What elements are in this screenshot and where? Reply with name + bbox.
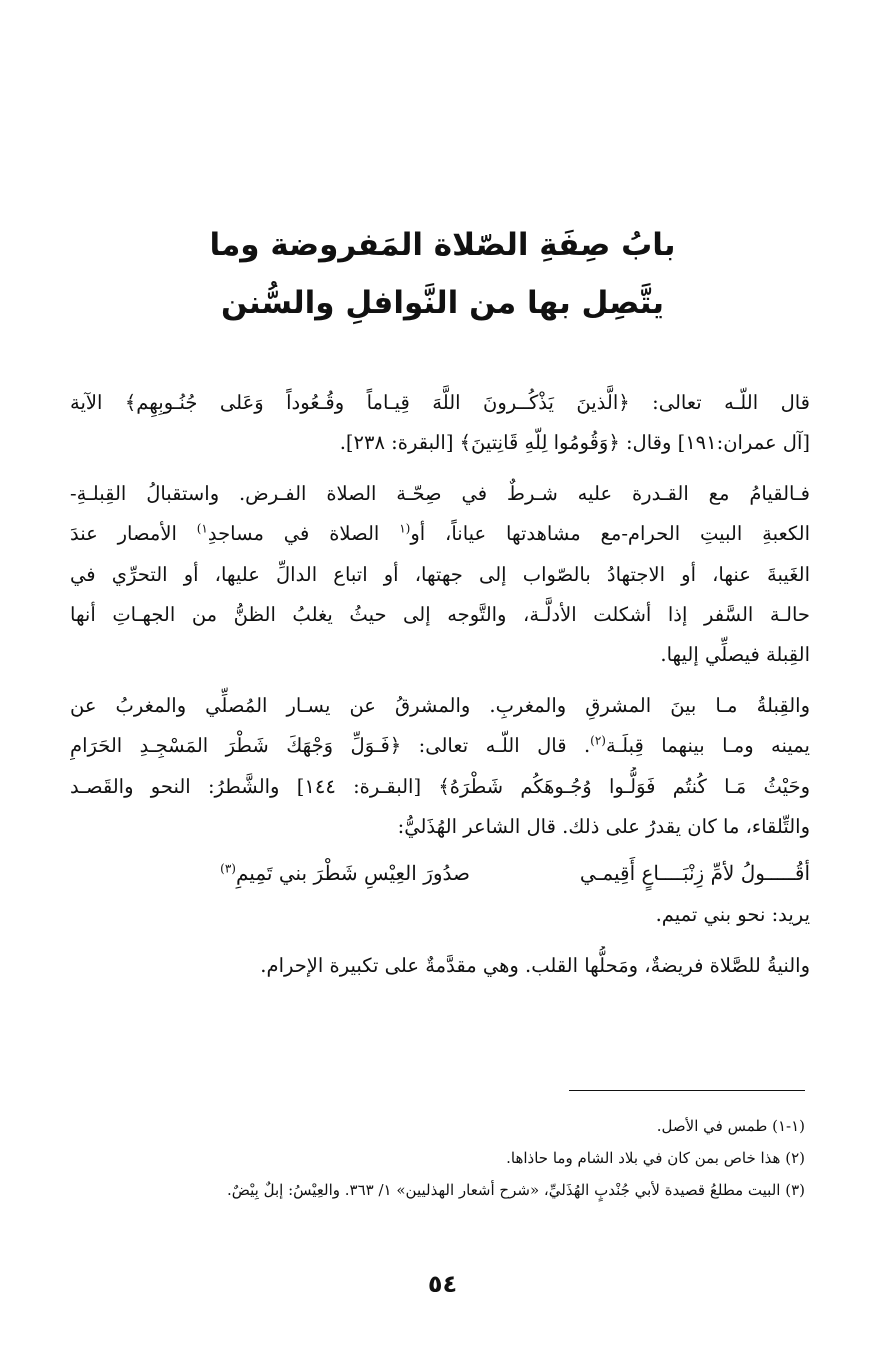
footnote-2: (٢) هذا خاص بمن كان في بلاد الشام وما حاذاها. <box>506 1149 805 1167</box>
page-number: ٥٤ <box>427 1270 458 1298</box>
text-line <box>70 726 810 766</box>
text-line: القِبلة فيصلِّي إليها. <box>660 643 810 667</box>
text-segment: يمينه ومـا بينهما قِبلَـة <box>605 734 810 758</box>
footnote-mark-2: (٢) <box>590 733 606 748</box>
chapter-title <box>150 216 735 332</box>
verse-hemistich-2 <box>220 853 470 893</box>
paragraph-4: يريد: نحو بني تميم. <box>655 903 810 927</box>
footnote-divider <box>569 1090 805 1091</box>
text-line: والقِبلةُ مـا بينَ المشرقِ والمغربِ. والمشرقُ عن يسـار المُصلِّي والمغربُ عن <box>70 693 810 717</box>
text-line: حالـة السَّفر إذا أشكلت الأدلَّـة، والتَّوجه إلى حيثُ يغلبُ الظنُّ من الجهـاتِ أنها <box>70 602 810 626</box>
text-segment: صدُورَ العِيْسِ شَطْرَ بني تَمِيمِ <box>235 861 470 886</box>
footnotes <box>70 1110 805 1206</box>
text-line: فـالقيامُ مع القـدرة عليه شـرطٌ في صِحّـة الصلاة الفـرض. واستقبالُ القِبلـةِ- <box>70 481 810 505</box>
footnote-mark-1-open: (١ <box>399 521 411 536</box>
footnote-mark-3: (٣) <box>220 861 236 876</box>
poetry-verse <box>70 847 810 895</box>
paragraph-3 <box>70 686 810 848</box>
text-line: قال اللّـه تعالى: ﴿الَّذينَ يَذْكُــرونَ اللَّهَ قِيـاماً وقُـعُوداً وَعَلى جُنُـوبِهِم﴾ الآية <box>70 391 810 414</box>
text-segment: الكعبةِ البيتِ الحرام-مع مشاهدتها عياناً، أو <box>410 522 810 546</box>
text-segment: الأمصار عندَ <box>70 522 197 546</box>
text-segment: . قال اللّـه تعالى: ﴿فَـوَلِّ وَجْهَكَ شَطْرَ المَسْجِـدِ الحَرَامِ <box>70 734 591 758</box>
footnote-1: (١-١) طمس في الأصل. <box>656 1117 805 1135</box>
text-line <box>70 514 810 554</box>
paragraph-1 <box>70 383 810 464</box>
chapter-title-line-1: بابُ صِفَةِ الصّلاة المَفروضة وما <box>209 227 676 263</box>
text-line: [آل عمران:١٩١] وقال: ﴿وَقُومُوا لِلّهِ قَانِتينَ﴾ [البقرة: ٢٣٨]. <box>339 431 810 455</box>
text-line: الغَيبةَ عنها، أو الاجتهادُ بالصّواب إلى جهتها، أو اتباع الدالِّ عليها، أو التحرِّي في <box>70 562 810 586</box>
text-line: والتِّلقاء، ما كان يقدرُ على ذلك. قال الشاعر الهُذَليُّ: <box>397 814 810 838</box>
paragraph-2 <box>70 474 810 676</box>
paragraph-5: والنيةُ للصَّلاة فريضةٌ، ومَحلُّها القلب. وهي مقدَّمةٌ على تكبيرة الإحرام. <box>260 953 810 977</box>
chapter-title-line-2: يتَّصِل بها من النَّوافلِ والسُّنن <box>220 285 665 321</box>
text-line: وحَيْثُ مَـا كُنتُم فَوَلُّـوا وُجُـوهَكُم شَطْرَهُ﴾ [البقـرة: ١٤٤] والشَّطرُ: النحو والقَصـد <box>70 774 810 798</box>
verse-hemistich-1: أقُـــــولُ لأمِّ زِنْبَــــاعٍ أَقِيمـي <box>579 861 810 886</box>
footnote-mark-1-close: ١) <box>196 521 208 536</box>
main-text <box>70 383 810 986</box>
text-segment: الصلاة في مساجدِ <box>207 522 400 546</box>
footnote-3: (٣) البيت مطلعُ قصيدة لأبي جُنْدبٍ الهُذَليِّ، «شرح أشعار الهذليين» ١/ ٣٦٣. والعِيْسُ: إبلٌ بِيْضٌ. <box>226 1181 805 1199</box>
